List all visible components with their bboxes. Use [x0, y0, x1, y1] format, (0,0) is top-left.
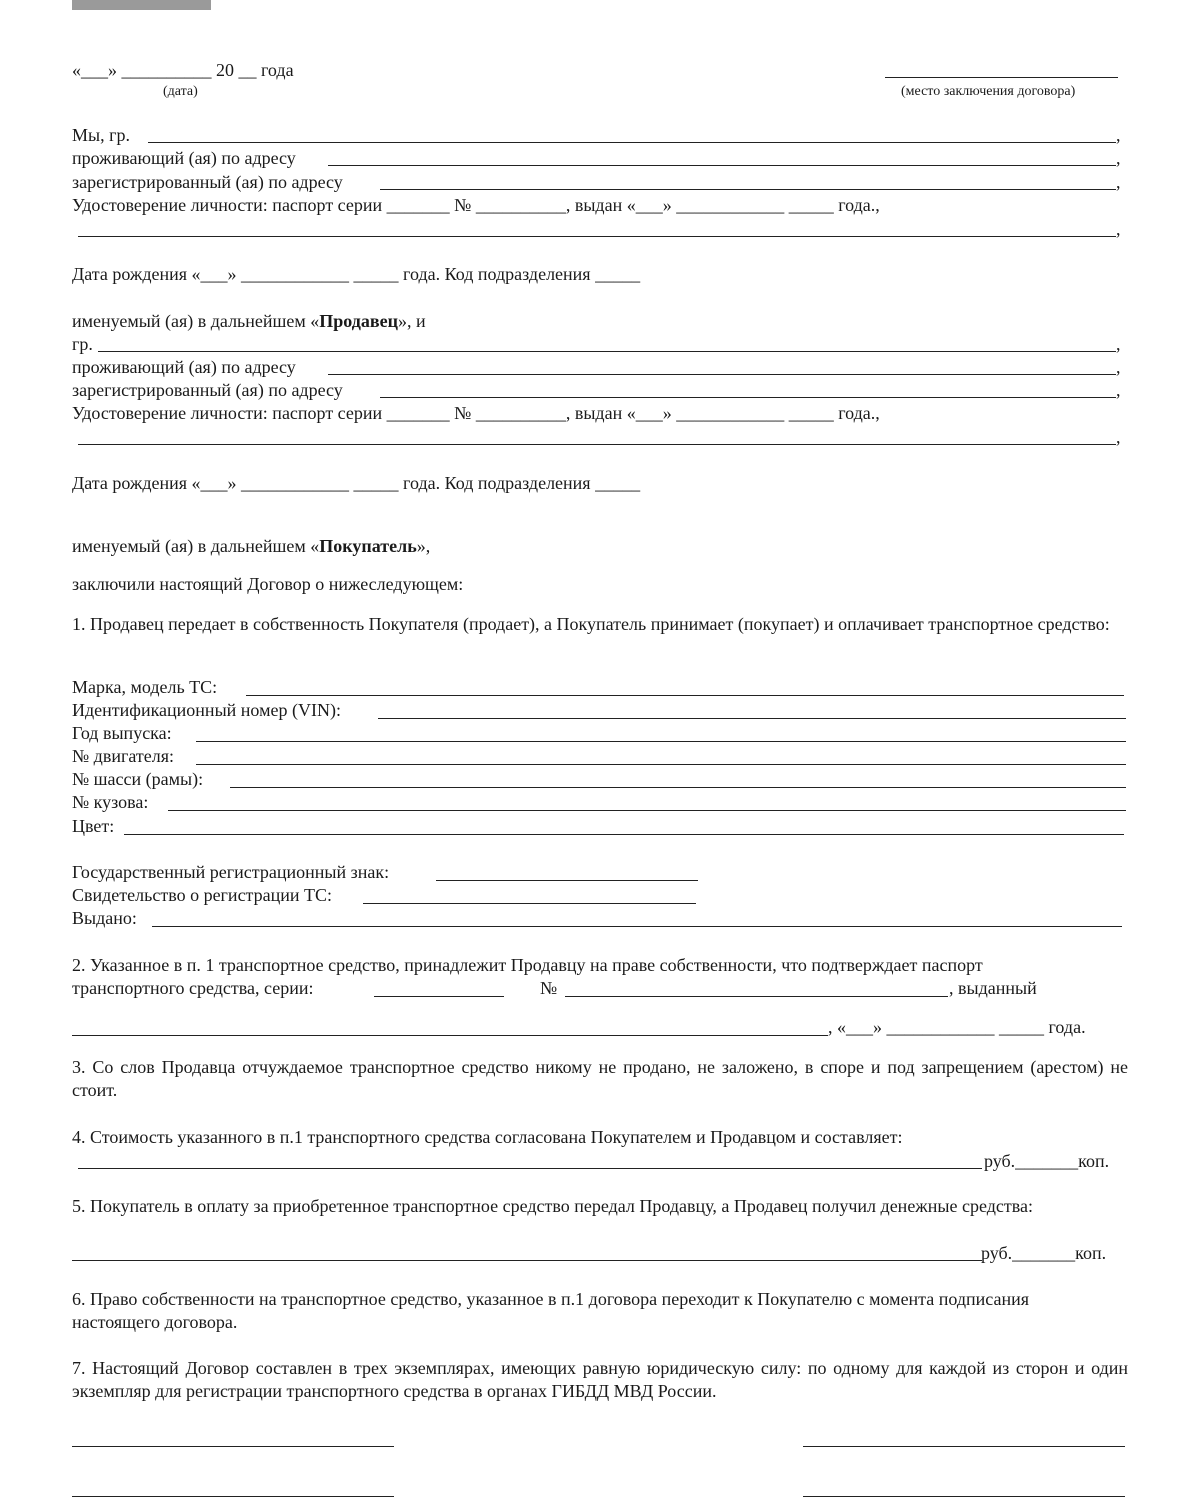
buyer-name-line [98, 351, 1116, 352]
buyer-birth-line: Дата рождения «___» ____________ _____ года. Код подразделения _____ [72, 473, 641, 493]
buyer-registration-comma: , [1116, 380, 1121, 400]
seller-residence-label: проживающий (ая) по адресу [72, 148, 296, 168]
field-model-label: Марка, модель ТС: [72, 677, 218, 697]
field-year-line [196, 741, 1126, 742]
clause-3: 3. Со слов Продавца отчуждаемое транспортное средство никому не продано, не заложено, в споре и под запрещением (арестом) не стоит. [72, 1057, 1128, 1100]
field-year-label: Год выпуска: [72, 723, 172, 743]
seller-residence-line [328, 165, 1116, 166]
seller-registration-label: зарегистрированный (ая) по адресу [72, 172, 343, 192]
field-engine-label: № двигателя: [72, 746, 174, 766]
buyer-role: Покупатель [319, 536, 417, 556]
field-engine-line [196, 764, 1126, 765]
clause-5-amount: руб._______коп. [981, 1243, 1107, 1263]
buyer-registration-label: зарегистрированный (ая) по адресу [72, 380, 343, 400]
clause-2-issued-label: , выданный [949, 978, 1037, 998]
clause-7: 7. Настоящий Договор составлен в трех экземплярах, имеющих равную юридическую силу: по одному для каждой из сторон и один экземпляр для регистрации транспортного средства в органах ГИБДД МВД России. [72, 1358, 1128, 1401]
clause-4-amount-line [78, 1168, 982, 1169]
seller-named-as: именуемый (ая) в дальнейшем «Продавец», и [72, 311, 426, 331]
field-body-label: № кузова: [72, 792, 149, 812]
buyer-name-comma: , [1116, 334, 1121, 354]
buyer-registration-line [380, 397, 1116, 398]
buyer-name-label: гр. [72, 334, 93, 354]
seller-birth-line: Дата рождения «___» ____________ _____ года. Код подразделения _____ [72, 264, 641, 284]
field-issued-line [152, 926, 1122, 927]
clause-2-series-line [374, 996, 504, 997]
clause-2-series-label: транспортного средства, серии: [72, 978, 314, 998]
field-vin-label: Идентификационный номер (VIN): [72, 700, 341, 720]
field-color-label: Цвет: [72, 816, 115, 836]
seller-name-signature-line [72, 1496, 394, 1497]
clause-2-issuer-line [72, 1035, 828, 1036]
field-chassis-line [230, 787, 1126, 788]
buyer-signature-line [803, 1446, 1125, 1447]
buyer-passport-extra-comma: , [1116, 427, 1121, 447]
field-plate-line [436, 880, 698, 881]
clause-2-line-1: 2. Указанное в п. 1 транспортное средство, принадлежит Продавцу на праве собственности, что подтверждает паспорт [72, 955, 983, 975]
seller-name-comma: , [1116, 125, 1121, 145]
clause-2-number-label: № [540, 978, 558, 998]
date-caption: (дата) [163, 84, 198, 99]
clause-5-amount-line [72, 1260, 982, 1261]
seller-registration-line [380, 189, 1116, 190]
field-certificate-line [363, 903, 696, 904]
buyer-residence-line [328, 374, 1116, 375]
seller-registration-comma: , [1116, 172, 1121, 192]
buyer-residence-label: проживающий (ая) по адресу [72, 357, 296, 377]
field-color-line [124, 834, 1124, 835]
clause-6: 6. Право собственности на транспортное средство, указанное в п.1 договора переходит к Покупателю с момента подписания настоящего договора. [72, 1289, 1030, 1332]
clause-1: 1. Продавец передает в собственность Покупателя (продает), а Покупатель принимает (покупает) и оплачивает транспортное средство: [72, 614, 1110, 634]
field-body-line [168, 810, 1126, 811]
seller-residence-comma: , [1116, 148, 1121, 168]
place-caption: (место заключения договора) [901, 84, 1076, 99]
clause-2-number-line [565, 996, 948, 997]
header-badge [72, 0, 211, 10]
clause-4-amount: руб._______коп. [984, 1151, 1110, 1171]
buyer-named-as: именуемый (ая) в дальнейшем «Покупатель», [72, 536, 431, 556]
seller-name-label: Мы, гр. [72, 125, 130, 145]
clause-4-text: 4. Стоимость указанного в п.1 транспортного средства согласована Покупателем и Продавцом и составляет: [72, 1127, 903, 1147]
seller-passport-extra-line [78, 236, 1116, 237]
field-model-line [246, 695, 1124, 696]
field-chassis-label: № шасси (рамы): [72, 769, 204, 789]
seller-passport-line: Удостоверение личности: паспорт серии _______ № __________, выдан «___» ____________ _____ года., [72, 195, 880, 215]
field-plate-label: Государственный регистрационный знак: [72, 862, 390, 882]
seller-role: Продавец [319, 311, 398, 331]
intro-text: заключили настоящий Договор о нижеследующем: [72, 574, 464, 594]
buyer-passport-extra-line [78, 444, 1116, 445]
buyer-residence-comma: , [1116, 357, 1121, 377]
seller-signature-line [72, 1446, 394, 1447]
buyer-name-signature-line [803, 1496, 1125, 1497]
field-issued-label: Выдано: [72, 908, 137, 928]
clause-5-text: 5. Покупатель в оплату за приобретенное транспортное средство передал Продавцу, а Продавец получил денежные средства: [72, 1196, 1033, 1216]
field-vin-line [378, 718, 1126, 719]
clause-2-date: , «___» ____________ _____ года. [828, 1017, 1086, 1037]
buyer-passport-line: Удостоверение личности: паспорт серии _______ № __________, выдан «___» ____________ _____ года., [72, 403, 880, 423]
place-field-line [885, 77, 1118, 78]
seller-passport-extra-comma: , [1116, 219, 1121, 239]
date-line: «___» __________ 20 __ года [72, 60, 294, 80]
field-certificate-label: Свидетельство о регистрации ТС: [72, 885, 333, 905]
seller-name-line [148, 142, 1116, 143]
